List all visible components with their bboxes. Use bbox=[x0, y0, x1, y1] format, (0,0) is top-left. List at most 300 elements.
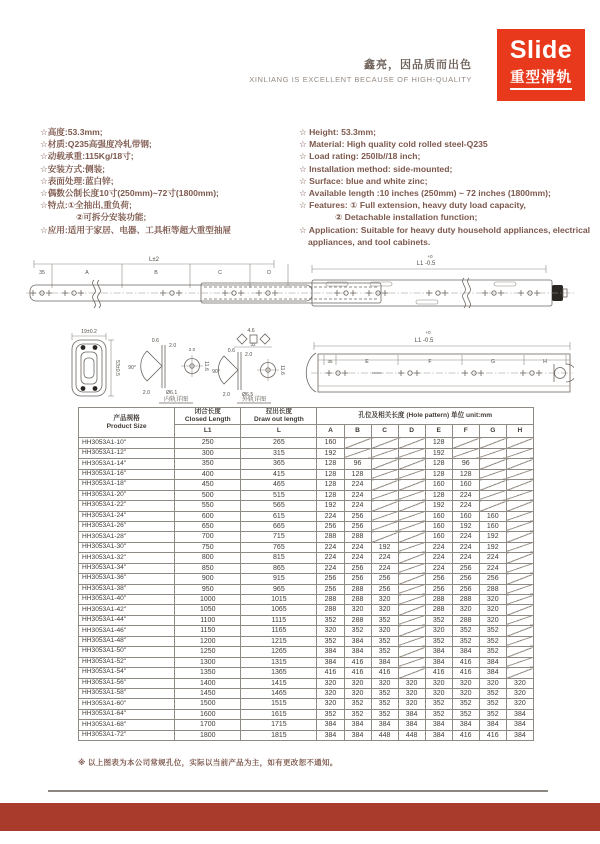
table-row bbox=[79, 542, 534, 552]
empty-cell bbox=[398, 615, 425, 625]
value-cell: 384 bbox=[317, 720, 344, 730]
product-size-cell: HH3053A1-56" bbox=[79, 678, 175, 688]
value-cell: 352 bbox=[344, 626, 371, 636]
col-header-product-cn: 产品规格 bbox=[113, 414, 140, 422]
dim-label: L1 -0.5 bbox=[416, 261, 436, 267]
value-cell: 384 bbox=[425, 730, 452, 740]
value-cell: 320 bbox=[371, 605, 398, 615]
value-cell: 224 bbox=[452, 542, 479, 552]
subcol-c: C bbox=[371, 425, 398, 438]
table-row bbox=[79, 459, 534, 469]
logo-title: Slide bbox=[509, 36, 573, 64]
inner-rail-detail bbox=[128, 338, 209, 403]
value-cell: 160 bbox=[425, 521, 452, 531]
value-cell: 256 bbox=[425, 584, 452, 594]
value-cell: 352 bbox=[317, 709, 344, 719]
dim-label: 53±0.5 bbox=[114, 360, 120, 376]
value-cell: 1300 bbox=[175, 657, 241, 667]
table-row bbox=[79, 584, 534, 594]
specs-en bbox=[299, 126, 591, 248]
spec-item: ☆ Surface: blue and white zinc; bbox=[299, 175, 428, 186]
empty-cell bbox=[371, 501, 398, 511]
value-cell: 1100 bbox=[175, 615, 241, 625]
value-cell: 256 bbox=[452, 574, 479, 584]
empty-cell bbox=[506, 542, 533, 552]
value-cell: 320 bbox=[371, 595, 398, 605]
value-cell: 1265 bbox=[241, 647, 317, 657]
value-cell: 128 bbox=[317, 480, 344, 490]
subcol-b: B bbox=[344, 425, 371, 438]
value-cell: 320 bbox=[506, 688, 533, 698]
dim-label: L1 -0.5 bbox=[414, 338, 434, 344]
value-cell: 352 bbox=[317, 636, 344, 646]
spec-item: ☆ Material: High quality cold rolled steel-Q235 bbox=[299, 139, 488, 150]
table-row bbox=[79, 678, 534, 688]
dim-label: 90° bbox=[212, 369, 220, 375]
value-cell: 288 bbox=[344, 615, 371, 625]
product-size-cell: HH3053A1-52" bbox=[79, 657, 175, 667]
value-cell: 250 bbox=[175, 438, 241, 448]
value-cell: 352 bbox=[452, 709, 479, 719]
table-row bbox=[79, 636, 534, 646]
value-cell: 160 bbox=[479, 521, 506, 531]
value-cell: 900 bbox=[175, 574, 241, 584]
detail-caption: 内轨详图 bbox=[163, 397, 189, 403]
value-cell: 352 bbox=[425, 636, 452, 646]
product-size-cell: HH3053A1-64" bbox=[79, 709, 175, 719]
empty-cell bbox=[506, 553, 533, 563]
value-cell: 1365 bbox=[241, 668, 317, 678]
value-cell: 1000 bbox=[175, 595, 241, 605]
seg-label: C bbox=[218, 270, 222, 276]
value-cell: 256 bbox=[344, 574, 371, 584]
value-cell: 128 bbox=[425, 469, 452, 479]
value-cell: 320 bbox=[344, 688, 371, 698]
value-cell: 352 bbox=[371, 699, 398, 709]
empty-cell bbox=[506, 584, 533, 594]
empty-cell bbox=[506, 615, 533, 625]
value-cell: 192 bbox=[479, 542, 506, 552]
col-header-drawout-en: Draw out length bbox=[253, 416, 304, 424]
empty-cell bbox=[398, 469, 425, 479]
value-cell: 128 bbox=[425, 459, 452, 469]
value-cell: 384 bbox=[452, 720, 479, 730]
spec-table bbox=[78, 407, 534, 741]
empty-cell bbox=[506, 657, 533, 667]
empty-cell bbox=[479, 469, 506, 479]
value-cell: 288 bbox=[425, 595, 452, 605]
product-size-cell: HH3053A1-28" bbox=[79, 532, 175, 542]
value-cell: 615 bbox=[241, 511, 317, 521]
spec-item: ☆ Available length :10 inches (250mm) ~ 72 inches (1800mm); bbox=[299, 188, 551, 199]
spec-item: ☆ Height: 53.3mm; bbox=[299, 127, 376, 137]
empty-cell bbox=[371, 490, 398, 500]
value-cell: 1350 bbox=[175, 668, 241, 678]
value-cell: 192 bbox=[425, 448, 452, 458]
value-cell: 224 bbox=[344, 542, 371, 552]
value-cell: 288 bbox=[344, 532, 371, 542]
table-row bbox=[79, 668, 534, 678]
value-cell: 288 bbox=[317, 595, 344, 605]
empty-cell bbox=[398, 605, 425, 615]
value-cell: 352 bbox=[479, 636, 506, 646]
empty-cell bbox=[506, 563, 533, 573]
value-cell: 352 bbox=[371, 688, 398, 698]
value-cell: 224 bbox=[452, 501, 479, 511]
empty-cell bbox=[506, 605, 533, 615]
value-cell: 352 bbox=[344, 699, 371, 709]
value-cell: 384 bbox=[344, 647, 371, 657]
value-cell: 352 bbox=[452, 626, 479, 636]
value-cell: 160 bbox=[425, 511, 452, 521]
value-cell: 400 bbox=[175, 469, 241, 479]
value-cell: 352 bbox=[479, 699, 506, 709]
empty-cell bbox=[479, 490, 506, 500]
divider-rule bbox=[48, 790, 548, 792]
spec-item: ☆ Load rating: 250lb//18 inch; bbox=[299, 151, 421, 162]
value-cell: 416 bbox=[371, 668, 398, 678]
table-row bbox=[79, 521, 534, 531]
spec-item: ☆表面处理:蓝白锌; bbox=[40, 175, 114, 186]
value-cell: 1500 bbox=[175, 699, 241, 709]
product-size-cell: HH3053A1-50" bbox=[79, 647, 175, 657]
value-cell: 1815 bbox=[241, 730, 317, 740]
value-cell: 1600 bbox=[175, 709, 241, 719]
empty-cell bbox=[479, 501, 506, 511]
table-row bbox=[79, 563, 534, 573]
value-cell: 1615 bbox=[241, 709, 317, 719]
value-cell: 448 bbox=[371, 730, 398, 740]
table-row bbox=[79, 532, 534, 542]
seg-label: H bbox=[543, 359, 547, 365]
value-cell: 256 bbox=[479, 574, 506, 584]
product-size-cell: HH3053A1-16" bbox=[79, 469, 175, 479]
value-cell: 384 bbox=[344, 730, 371, 740]
dim-label: L±2 bbox=[149, 257, 159, 263]
value-cell: 320 bbox=[344, 605, 371, 615]
value-cell: 448 bbox=[398, 730, 425, 740]
seg-label: 35 bbox=[327, 359, 333, 364]
table-row bbox=[79, 626, 534, 636]
value-cell: 384 bbox=[371, 657, 398, 667]
technical-drawings bbox=[26, 252, 574, 411]
value-cell: 96 bbox=[344, 459, 371, 469]
value-cell: 128 bbox=[452, 469, 479, 479]
empty-cell bbox=[398, 647, 425, 657]
value-cell: 320 bbox=[479, 595, 506, 605]
subcol-g: G bbox=[479, 425, 506, 438]
value-cell: 96 bbox=[452, 459, 479, 469]
value-cell: 256 bbox=[344, 511, 371, 521]
empty-cell bbox=[398, 657, 425, 667]
value-cell: 128 bbox=[425, 490, 452, 500]
footer-bar bbox=[0, 803, 600, 831]
dim-label: Ø6.5 bbox=[242, 392, 254, 398]
subcol-e: E bbox=[425, 425, 452, 438]
value-cell: 320 bbox=[506, 699, 533, 709]
tagline-en: XINLIANG IS EXCELLENT BECAUSE OF HIGH-QUALITY bbox=[249, 75, 472, 84]
col-header-closed-cn: 闭合长度 bbox=[194, 408, 221, 415]
empty-cell bbox=[398, 574, 425, 584]
value-cell: 352 bbox=[371, 615, 398, 625]
value-cell: 320 bbox=[452, 605, 479, 615]
col-header-product bbox=[79, 408, 175, 438]
product-size-cell: HH3053A1-14" bbox=[79, 459, 175, 469]
empty-cell bbox=[506, 438, 533, 448]
rear-view bbox=[306, 330, 574, 392]
value-cell: 320 bbox=[479, 615, 506, 625]
seg-label: F bbox=[428, 359, 432, 365]
dim-label: 0.6 bbox=[227, 348, 235, 354]
value-cell: 416 bbox=[317, 668, 344, 678]
value-cell: 352 bbox=[371, 636, 398, 646]
value-cell: 950 bbox=[175, 584, 241, 594]
value-cell: 300 bbox=[175, 448, 241, 458]
table-row bbox=[79, 657, 534, 667]
value-cell: 288 bbox=[452, 595, 479, 605]
value-cell: 256 bbox=[344, 521, 371, 531]
value-cell: 224 bbox=[452, 490, 479, 500]
empty-cell bbox=[506, 626, 533, 636]
spec-item: ☆材质:Q235高强度冷轧带钢; bbox=[40, 139, 152, 150]
empty-cell bbox=[344, 438, 371, 448]
value-cell: 256 bbox=[317, 574, 344, 584]
empty-cell bbox=[479, 480, 506, 490]
value-cell: 384 bbox=[398, 720, 425, 730]
subcol-f: F bbox=[452, 425, 479, 438]
table-row bbox=[79, 699, 534, 709]
dim-label: 2.0 bbox=[188, 347, 196, 352]
product-size-cell: HH3053A1-68" bbox=[79, 720, 175, 730]
empty-cell bbox=[506, 574, 533, 584]
value-cell: 320 bbox=[452, 688, 479, 698]
value-cell: 600 bbox=[175, 511, 241, 521]
detail-caption: 外轨详图 bbox=[241, 397, 267, 403]
value-cell: 384 bbox=[479, 668, 506, 678]
col-header-product-en: Product Size bbox=[106, 422, 147, 430]
value-cell: 128 bbox=[344, 469, 371, 479]
value-cell: 320 bbox=[506, 678, 533, 688]
product-size-cell: HH3053A1-48" bbox=[79, 636, 175, 646]
empty-cell bbox=[398, 521, 425, 531]
dim-label: 2.0 bbox=[245, 352, 253, 358]
col-header-drawout-cn: 拉出长度 bbox=[265, 408, 293, 415]
product-size-cell: HH3053A1-72" bbox=[79, 730, 175, 740]
empty-cell bbox=[344, 448, 371, 458]
logo-subtitle: 重型滑轨 bbox=[510, 66, 572, 90]
value-cell: 700 bbox=[175, 532, 241, 542]
value-cell: 1450 bbox=[175, 688, 241, 698]
value-cell: 288 bbox=[317, 605, 344, 615]
empty-cell bbox=[479, 459, 506, 469]
specs-cn bbox=[40, 126, 296, 236]
dim-label: 4.6 bbox=[247, 328, 255, 334]
value-cell: 1715 bbox=[241, 720, 317, 730]
value-cell: 224 bbox=[344, 553, 371, 563]
value-cell: 288 bbox=[344, 584, 371, 594]
value-cell: 384 bbox=[425, 647, 452, 657]
value-cell: 650 bbox=[175, 521, 241, 531]
value-cell: 416 bbox=[452, 730, 479, 740]
table-row bbox=[79, 720, 534, 730]
dim-label: 2.0 bbox=[142, 390, 150, 396]
value-cell: 256 bbox=[371, 574, 398, 584]
value-cell: 224 bbox=[317, 511, 344, 521]
product-size-cell: HH3053A1-20" bbox=[79, 490, 175, 500]
dim-label: 32 bbox=[250, 342, 256, 347]
dim-label: +0 bbox=[427, 254, 433, 259]
value-cell: 352 bbox=[479, 626, 506, 636]
value-cell: 384 bbox=[506, 730, 533, 740]
empty-cell bbox=[506, 459, 533, 469]
empty-cell bbox=[506, 469, 533, 479]
tagline-cn: 鑫亮，因品质而出色 bbox=[364, 59, 472, 71]
value-cell: 765 bbox=[241, 542, 317, 552]
value-cell: 384 bbox=[506, 720, 533, 730]
value-cell: 384 bbox=[317, 657, 344, 667]
value-cell: 224 bbox=[479, 563, 506, 573]
dim-label: 19±0.2 bbox=[81, 329, 97, 335]
empty-cell bbox=[506, 521, 533, 531]
value-cell: 192 bbox=[452, 521, 479, 531]
product-size-cell: HH3053A1-40" bbox=[79, 595, 175, 605]
value-cell: 365 bbox=[241, 459, 317, 469]
spec-item: ☆应用:适用于家居、电器、工具柜等超大重型抽屉 bbox=[40, 224, 232, 235]
outer-rail-detail bbox=[212, 328, 285, 403]
value-cell: 192 bbox=[479, 532, 506, 542]
value-cell: 128 bbox=[317, 469, 344, 479]
empty-cell bbox=[398, 490, 425, 500]
value-cell: 224 bbox=[317, 542, 344, 552]
product-size-cell: HH3053A1-60" bbox=[79, 699, 175, 709]
value-cell: 265 bbox=[241, 438, 317, 448]
spec-item: ☆高度:53.3mm; bbox=[40, 127, 103, 137]
product-size-cell: HH3053A1-30" bbox=[79, 542, 175, 552]
value-cell: 352 bbox=[479, 647, 506, 657]
value-cell: 1800 bbox=[175, 730, 241, 740]
value-cell: 384 bbox=[317, 730, 344, 740]
value-cell: 1400 bbox=[175, 678, 241, 688]
dim-label: 11.6 bbox=[279, 365, 285, 375]
top-side-view bbox=[26, 254, 574, 308]
value-cell: 224 bbox=[452, 553, 479, 563]
value-cell: 415 bbox=[241, 469, 317, 479]
empty-cell bbox=[506, 668, 533, 678]
dim-label: +0 bbox=[425, 330, 431, 335]
tagline bbox=[0, 56, 472, 84]
spec-item: ☆特点:①全抽出,重负荷; bbox=[40, 200, 132, 211]
seg-label: 35 bbox=[39, 270, 45, 276]
value-cell: 160 bbox=[452, 480, 479, 490]
value-cell: 352 bbox=[317, 615, 344, 625]
empty-cell bbox=[398, 532, 425, 542]
product-size-cell: HH3053A1-42" bbox=[79, 605, 175, 615]
spec-item: ☆ Application: Suitable for heavy duty household appliances, electrical bbox=[299, 224, 591, 235]
col-header-closed bbox=[175, 408, 241, 425]
spec-table-wrap bbox=[78, 407, 534, 741]
value-cell: 450 bbox=[175, 480, 241, 490]
table-row bbox=[79, 647, 534, 657]
subcol-d: D bbox=[398, 425, 425, 438]
value-cell: 315 bbox=[241, 448, 317, 458]
product-size-cell: HH3053A1-24" bbox=[79, 511, 175, 521]
dim-label: 2.0 bbox=[222, 392, 230, 398]
table-row bbox=[79, 480, 534, 490]
value-cell: 1315 bbox=[241, 657, 317, 667]
empty-cell bbox=[371, 459, 398, 469]
empty-cell bbox=[398, 480, 425, 490]
product-size-cell: HH3053A1-12" bbox=[79, 448, 175, 458]
empty-cell bbox=[506, 511, 533, 521]
subcol-l: L bbox=[241, 425, 317, 438]
spec-item: ☆ Installation method: side-mounted; bbox=[299, 163, 453, 174]
table-row bbox=[79, 615, 534, 625]
value-cell: 384 bbox=[506, 709, 533, 719]
empty-cell bbox=[371, 448, 398, 458]
value-cell: 224 bbox=[371, 553, 398, 563]
table-row bbox=[79, 553, 534, 563]
value-cell: 416 bbox=[425, 668, 452, 678]
value-cell: 256 bbox=[371, 584, 398, 594]
value-cell: 320 bbox=[479, 678, 506, 688]
empty-cell bbox=[371, 532, 398, 542]
table-row bbox=[79, 709, 534, 719]
value-cell: 320 bbox=[452, 678, 479, 688]
value-cell: 160 bbox=[479, 511, 506, 521]
col-header-drawout bbox=[241, 408, 317, 425]
value-cell: 384 bbox=[317, 647, 344, 657]
empty-cell bbox=[398, 626, 425, 636]
product-size-cell: HH3053A1-38" bbox=[79, 584, 175, 594]
empty-cell bbox=[506, 480, 533, 490]
seg-label: B bbox=[154, 270, 158, 276]
value-cell: 384 bbox=[371, 720, 398, 730]
value-cell: 416 bbox=[479, 730, 506, 740]
value-cell: 384 bbox=[479, 657, 506, 667]
value-cell: 815 bbox=[241, 553, 317, 563]
empty-cell bbox=[398, 448, 425, 458]
empty-cell bbox=[398, 668, 425, 678]
value-cell: 256 bbox=[452, 584, 479, 594]
cross-section-view bbox=[72, 329, 120, 396]
subcol-h: H bbox=[506, 425, 533, 438]
value-cell: 515 bbox=[241, 490, 317, 500]
empty-cell bbox=[371, 521, 398, 531]
empty-cell bbox=[506, 532, 533, 542]
value-cell: 256 bbox=[344, 563, 371, 573]
dim-label: 90° bbox=[128, 365, 136, 371]
value-cell: 352 bbox=[371, 647, 398, 657]
empty-cell bbox=[398, 542, 425, 552]
value-cell: 1050 bbox=[175, 605, 241, 615]
value-cell: 800 bbox=[175, 553, 241, 563]
product-size-cell: HH3053A1-26" bbox=[79, 521, 175, 531]
value-cell: 192 bbox=[317, 501, 344, 511]
value-cell: 320 bbox=[479, 605, 506, 615]
table-row bbox=[79, 438, 534, 448]
empty-cell bbox=[398, 501, 425, 511]
value-cell: 288 bbox=[479, 584, 506, 594]
spec-item: ☆动载承重:115Kg/18寸; bbox=[40, 151, 134, 162]
product-size-cell: HH3053A1-34" bbox=[79, 563, 175, 573]
value-cell: 1465 bbox=[241, 688, 317, 698]
value-cell: 352 bbox=[479, 709, 506, 719]
value-cell: 850 bbox=[175, 563, 241, 573]
value-cell: 1065 bbox=[241, 605, 317, 615]
empty-cell bbox=[398, 563, 425, 573]
value-cell: 224 bbox=[425, 542, 452, 552]
value-cell: 865 bbox=[241, 563, 317, 573]
